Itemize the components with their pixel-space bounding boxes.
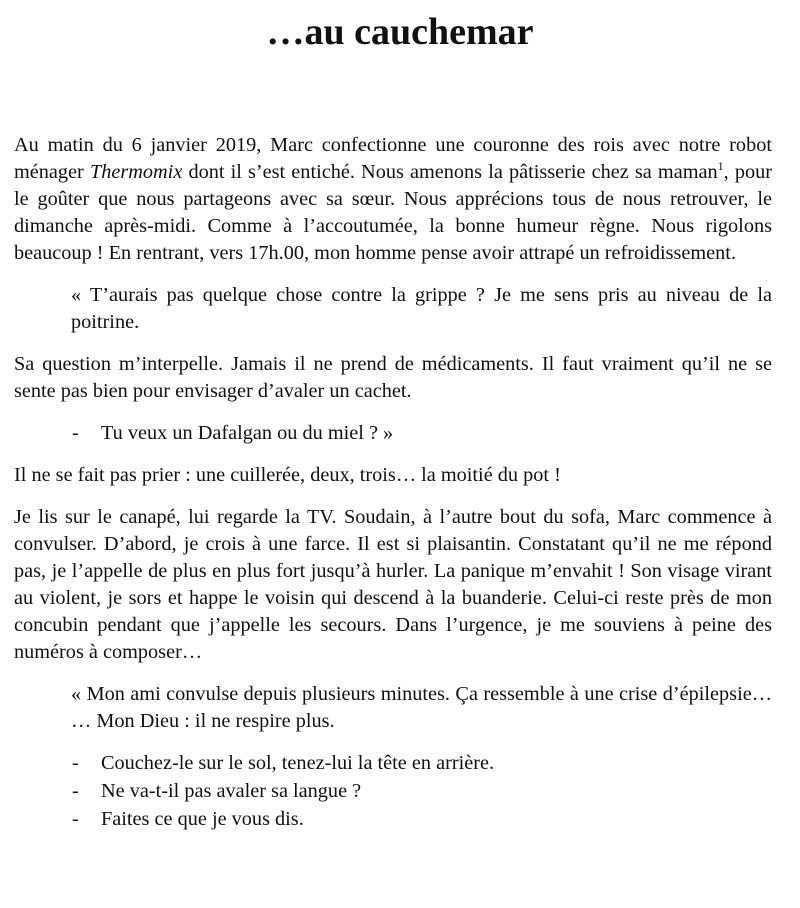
paragraph-convulsion: Je lis sur le canapé, lui regarde la TV. Soudain, à l’autre bout du sofa, Marc commence à convulser. D’abord, je crois à une farce. Il est si plaisantin. Constatant qu’il ne me répond pas, je l’appelle de plus en plus fort jusqu’à hurler. La panique m’envahit ! Son visage virant au violent, je sors et happe le voisin qui descend à la buanderie. Celui-ci reste près de mon concubin pendant que j’appelle les secours. Dans l’urgence, je me souviens à peine des numéros à composer… xyxy=(14,506,772,663)
paragraph-morning-part-a: Au matin du 6 janvier 2019, Marc confectionne une couronne des rois avec notre robot ménager xyxy=(14,134,772,183)
paragraph-morning-part-b: dont il s’est entiché. Nous amenons la pâtisserie chez sa maman xyxy=(182,161,718,183)
dash-bullet: - xyxy=(72,422,79,444)
dialogue-line-text: Ne va-t-il pas avaler sa langue ? xyxy=(101,780,362,802)
dialogue-line-tongue xyxy=(14,778,772,805)
dialogue-line-text: Tu veux un Dafalgan ou du miel ? » xyxy=(101,422,394,444)
dash-bullet: - xyxy=(72,808,79,830)
dialogue-line-lay-down xyxy=(14,750,772,777)
footnote-marker: 1 xyxy=(717,159,724,174)
dash-bullet: - xyxy=(72,752,79,774)
paragraph-question-reaction: Sa question m’interpelle. Jamais il ne prend de médicaments. Il faut vraiment qu’il ne se sente pas bien pour envisager d’avaler un cachet. xyxy=(14,353,772,402)
dialogue-line-do-as-told xyxy=(14,806,772,833)
paragraph-morning xyxy=(14,132,772,267)
dialogue-line-text: Faites ce que je vous dis. xyxy=(101,808,304,830)
dialogue-line-text: Couchez-le sur le sol, tenez-lui la tête en arrière. xyxy=(101,752,495,774)
dialogue-flu-question: « T’aurais pas quelque chose contre la grippe ? Je me sens pris au niveau de la poitrine. xyxy=(71,284,772,333)
brand-name: Thermomix xyxy=(89,161,183,183)
dialogue-line-dafalgan xyxy=(14,420,772,447)
paragraph-morning-part-c: , pour le goûter que nous partageons avec sa sœur. Nous apprécions tous de nous retrouver, le dimanche après-midi. Comme à l’accoutumée, la bonne humeur règne. Nous rigolons beaucoup ! En rentrant, vers 17h.00, mon homme pense avoir attrapé un refroidissement. xyxy=(14,161,772,264)
dash-bullet: - xyxy=(72,780,79,802)
chapter-title: …au cauchemar xyxy=(266,11,534,53)
dialogue-emergency-call: « Mon ami convulse depuis plusieurs minutes. Ça ressemble à une crise d’épilepsie… … Mon Dieu : il ne respire plus. xyxy=(71,683,772,732)
dialogue-instructions-list xyxy=(14,750,772,833)
paragraph-honey: Il ne se fait pas prier : une cuillerée, deux, trois… la moitié du pot ! xyxy=(14,464,561,486)
document-body xyxy=(14,132,772,834)
